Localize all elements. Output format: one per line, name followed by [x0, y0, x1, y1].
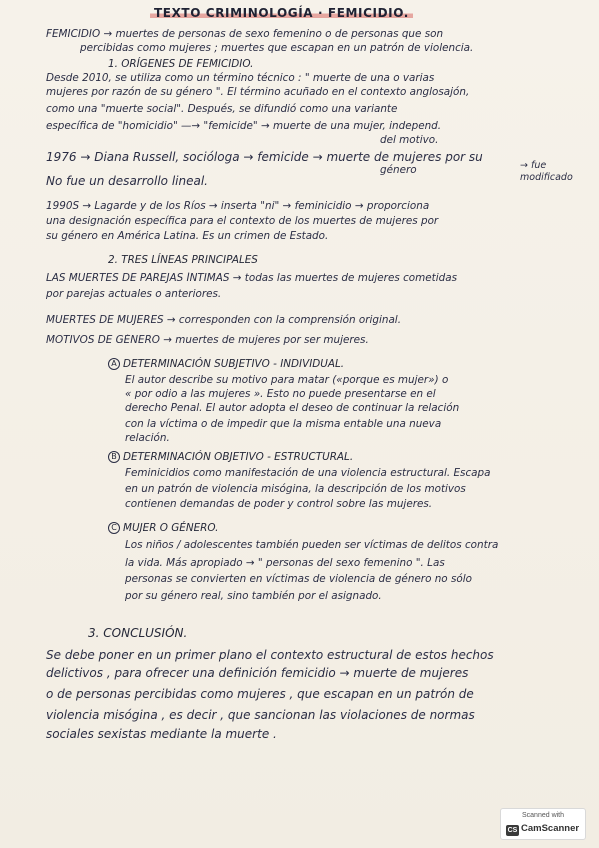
item-a-line: El autor describe su motivo para matar («porque es mujer») o: [125, 374, 449, 386]
section-2-line: LAS MUERTES DE PAREJAS ÍNTIMAS → todas las muertes de mujeres cometidas: [46, 272, 457, 284]
section-3-line: delictivos , para ofrecer una definición femicidio → muerte de mujeres: [46, 666, 469, 680]
section-1-line: una designación específica para el contexto de los muertes de mujeres por: [46, 215, 439, 227]
section-1-line: 1990S → Lagarde y de los Ríos → inserta "ni" → feminicidio → proporciona: [46, 200, 430, 212]
section-2-line: MOTIVOS DE GÉNERO → muertes de mujeres por ser mujeres.: [46, 334, 369, 346]
item-c-line: la vida. Más apropiado → " personas del sexo femenino ". Las: [125, 557, 445, 569]
item-a-line: con la víctima o de impedir que la misma entable una nueva: [125, 418, 442, 430]
watermark-brand: CS CamScanner: [507, 823, 580, 834]
section-3-line: sociales sexistas mediante la muerte .: [46, 727, 277, 741]
camscanner-icon: CS: [507, 827, 518, 834]
item-a-line: derecho Penal. El autor adopta el deseo de continuar la relación: [125, 402, 460, 414]
definition-line: percibidas como mujeres ; muertes que escapan en un patrón de violencia.: [80, 42, 474, 54]
section-2-line: MUERTES DE MUJERES → corresponden con la comprensión original.: [46, 314, 402, 326]
item-b-heading: B DETERMINACIÓN OBJETIVO - ESTRUCTURAL.: [108, 451, 353, 464]
section-1-line: específica de "homicidio" —→ "femicide" → muerte de una mujer, independ.: [46, 120, 442, 132]
circled-letter: C: [108, 522, 120, 534]
item-b-line: contienen demandas de poder y control sobre las mujeres.: [125, 498, 433, 510]
definition-line: FEMICIDIO → muertes de personas de sexo femenino o de personas que son: [46, 28, 444, 40]
item-b-line: Feminicidios como manifestación de una violencia estructural. Escapa: [125, 467, 491, 479]
circled-letter: A: [108, 358, 120, 370]
section-1-line: del motivo.: [380, 134, 439, 146]
section-3-line: o de personas percibidas como mujeres , que escapan en un patrón de: [46, 687, 474, 701]
section-1-line: como una "muerte social". Después, se difundió como una variante: [46, 103, 398, 115]
section-1-line: No fue un desarrollo lineal.: [46, 174, 208, 188]
section-1-line: 1976 → Diana Russell, socióloga → femicide → muerte de mujeres por su: [46, 150, 483, 164]
item-c-line: por su género real, sino también por el asignado.: [125, 590, 382, 602]
section-1-line: género: [380, 164, 417, 176]
item-a-line: relación.: [125, 432, 170, 444]
section-2-heading: 2. TRES LÍNEAS PRINCIPALES: [108, 254, 258, 266]
section-1-line: Desde 2010, se utiliza como un término técnico : " muerte de una o varias: [46, 72, 435, 84]
section-1-line: mujeres por razón de su género ". El término acuñado en el contexto anglosajón,: [46, 86, 470, 98]
section-1-line: su género en América Latina. Es un crimen de Estado.: [46, 230, 329, 242]
watermark-caption: Scanned with: [521, 812, 565, 819]
camscanner-watermark: [500, 808, 586, 840]
item-c-line: Los niños / adolescentes también pueden ser víctimas de delitos contra: [125, 539, 499, 551]
section-3-line: violencia misógina , es decir , que sancionan las violaciones de normas: [46, 708, 475, 722]
section-2-line: por parejas actuales o anteriores.: [46, 288, 222, 300]
item-c-line: personas se convierten en víctimas de violencia de género no sólo: [125, 573, 472, 585]
section-3-line: Se debe poner en un primer plano el contexto estructural de estos hechos: [46, 648, 494, 662]
item-a-heading: A DETERMINACIÓN SUBJETIVO - INDIVIDUAL.: [108, 358, 344, 371]
item-c-heading: C MUJER O GÉNERO.: [108, 522, 218, 535]
side-note: → fue modificado: [520, 160, 573, 183]
item-b-line: en un patrón de violencia misógina, la descripción de los motivos: [125, 483, 466, 495]
section-1-heading: 1. ORÍGENES DE FEMICIDIO.: [108, 58, 254, 70]
item-a-line: « por odio a las mujeres ». Esto no puede presentarse en el: [125, 388, 436, 400]
section-3-heading: 3. CONCLUSIÓN.: [88, 626, 188, 640]
page-title: TEXTO CRIMINOLOGÍA · FEMICIDIO.: [150, 6, 413, 20]
circled-letter: B: [108, 451, 120, 463]
